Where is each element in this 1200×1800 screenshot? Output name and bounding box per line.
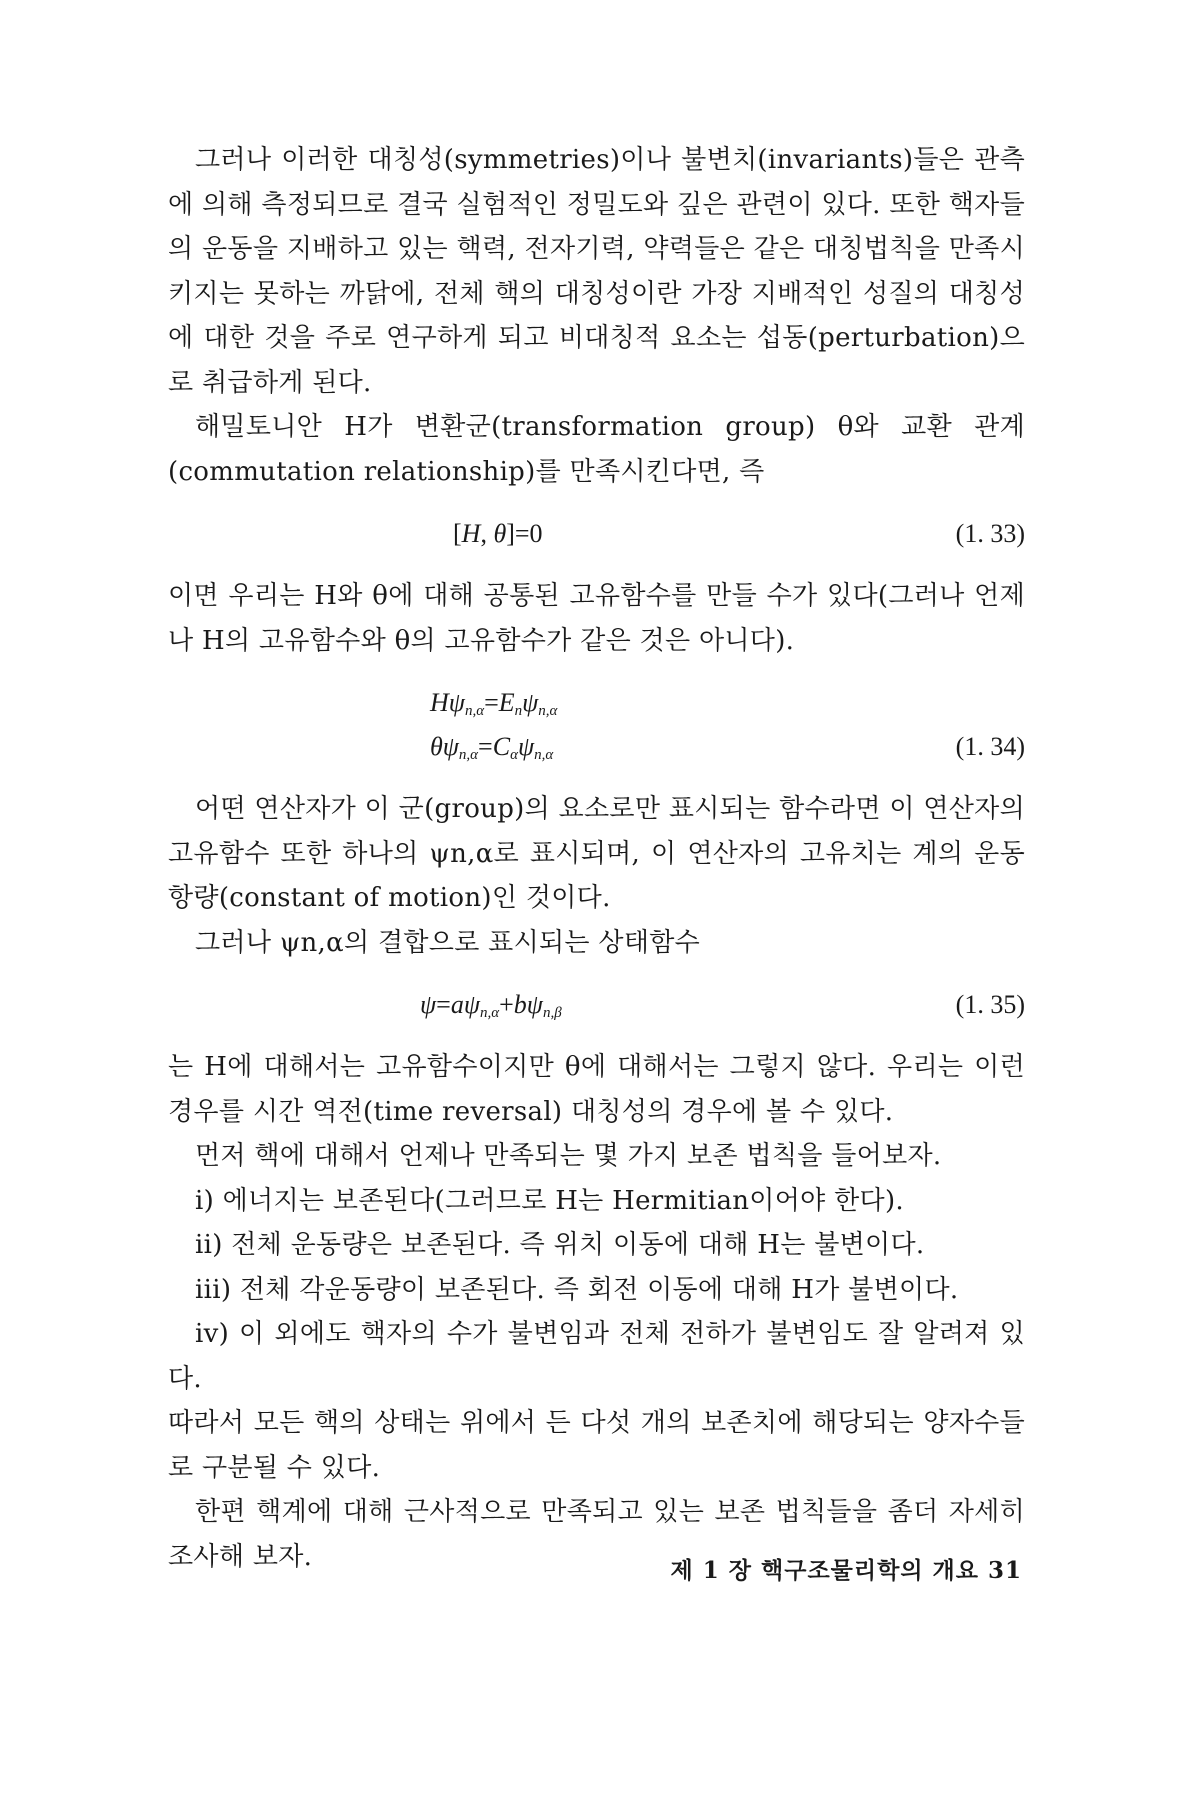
equation-number: (1. 34) <box>955 732 1025 761</box>
paragraph-symmetry-intro: 그러나 이러한 대칭성(symmetries)이나 불변치(invariants)들은 관측에 의해 측정되므로 결국 실험적인 정밀도와 깊은 관련이 있다. 또한 핵자들의 운동을 지배하고 있는 핵력, 전자기력, 약력들은 같은 대칭법칙을 만족시키지는 못하는 까닭에, 전체 핵의 대칭성이란 가장 지배적인 성질의 대칭성에 대한 것을 주로 연구하게 되고 비대칭적 요소는 섭동(perturbation)으로 취급하게 된다. <box>168 145 1025 398</box>
list-item-angular-momentum: iii) 전체 각운동량이 보존된다. 즉 회전 이동에 대해 H가 불변이다. <box>195 1274 959 1305</box>
equation-1-33 <box>168 512 1025 556</box>
page-body <box>168 138 1025 1579</box>
paragraph-quantum-numbers: 따라서 모든 핵의 상태는 위에서 든 다섯 개의 보존치에 해당되는 양자수들로 구분될 수 있다. <box>168 1408 1025 1483</box>
equation-1-34-formula-1: $H\psi_{n,\alpha}=E_n\psi_{n,\alpha}$ <box>430 688 558 719</box>
paragraph-conservation-laws: 먼저 핵에 대해서 언제나 만족되는 몇 가지 보존 법칙을 들어보자. <box>195 1141 942 1171</box>
equation-1-34-line-2 <box>168 725 1025 769</box>
paragraph-hamiltonian-commutation: 해밀토니안 H가 변환군(transformation group) θ와 교환 관계(commutation relationship)를 만족시킨다면, 즉 <box>168 412 1025 487</box>
page-footer: 제 1 장 핵구조물리학의 개요 31 <box>670 1557 1022 1584</box>
paragraph-time-reversal: 는 H에 대해서는 고유함수이지만 θ에 대해서는 그렇지 않다. 우리는 이런 경우를 시간 역전(time reversal) 대칭성의 경우에 볼 수 있다. <box>168 1052 1025 1127</box>
equation-1-35-formula: $\psi=a\psi_{n,\alpha}+b\psi_{n,\beta}$ <box>420 990 562 1021</box>
equation-number: (1. 33) <box>955 519 1025 548</box>
paragraph-operator-eigenvalue: 어떤 연산자가 이 군(group)의 요소로만 표시되는 함수라면 이 연산자의 고유함수 또한 하나의 ψn,α로 표시되며, 이 연산자의 고유치는 계의 운동항량(constant of motion)인 것이다. <box>168 794 1025 913</box>
paragraph-common-eigenfunction: 이면 우리는 H와 θ에 대해 공통된 고유함수를 만들 수가 있다(그러나 언제나 H의 고유함수와 θ의 고유함수가 같은 것은 아니다). <box>168 581 1025 656</box>
list-item-nucleon-charge: iv) 이 외에도 핵자의 수가 불변임과 전체 전하가 불변임도 잘 알려져 있다. <box>168 1319 1025 1394</box>
equation-1-34-formula-2: $\theta\psi_{n,\alpha}=C_\alpha\psi_{n,\alpha}$ <box>430 732 554 763</box>
equation-1-33-formula: [H, θ]=0 <box>453 519 543 548</box>
equation-number: (1. 35) <box>955 990 1025 1019</box>
equation-1-34-line-1 <box>168 681 1025 725</box>
equation-1-35 <box>168 983 1025 1027</box>
list-item-momentum: ii) 전체 운동량은 보존된다. 즉 위치 이동에 대해 H는 불변이다. <box>195 1230 925 1260</box>
list-item-energy: i) 에너지는 보존된다(그러므로 H는 Hermitian이어야 한다). <box>195 1185 904 1216</box>
paragraph-state-function: 그러나 ψn,α의 결합으로 표시되는 상태함수 <box>195 927 701 958</box>
paragraph-approximate-laws: 한편 핵계에 대해 근사적으로 만족되고 있는 보존 법칙들을 좀더 자세히 조사해 보자. <box>168 1497 1025 1572</box>
